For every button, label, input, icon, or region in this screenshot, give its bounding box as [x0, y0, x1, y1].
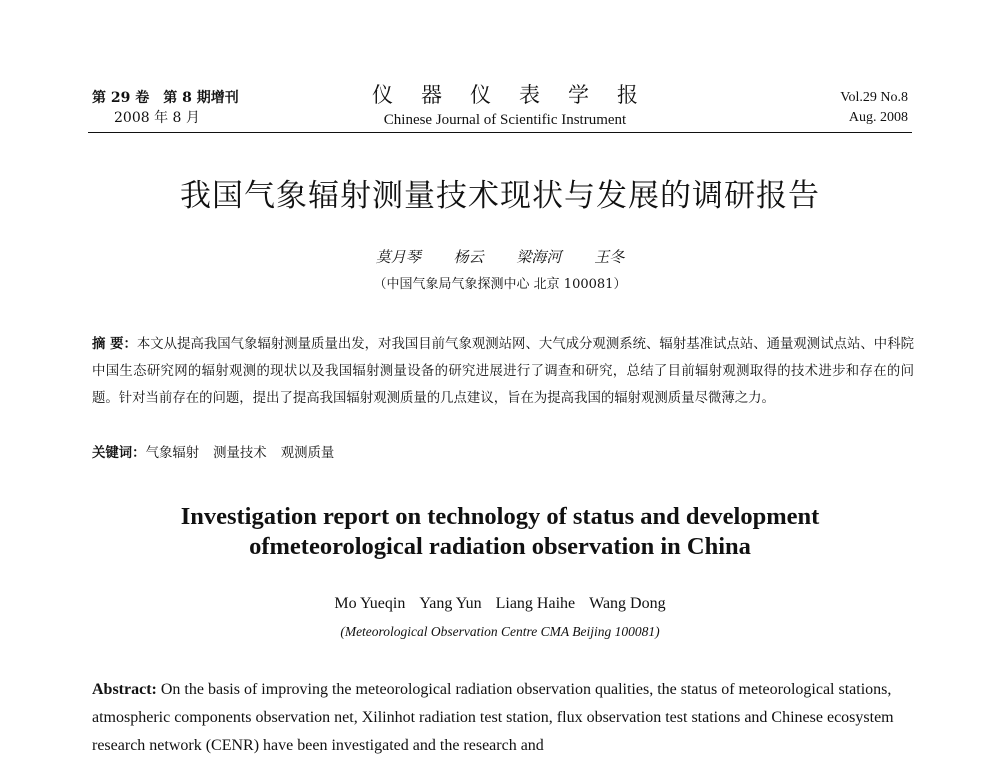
journal-name [330, 82, 680, 131]
journal-name-en: Chinese Journal of Scientific Instrument [383, 112, 627, 128]
date-en: Aug. 2008 [848, 110, 908, 125]
author-cn: 王冬 [594, 248, 625, 266]
paper-title-en [0, 502, 1000, 562]
issue-info-en [840, 88, 908, 128]
author-list-cn [0, 246, 1000, 267]
author-cn: 莫月琴 [375, 248, 421, 266]
keyword-cn: 测量技术 [213, 446, 267, 461]
keyword-cn: 观测质量 [280, 446, 335, 461]
author-en: Yang Yun [419, 595, 482, 612]
keyword-cn: 气象辐射 [145, 446, 200, 461]
affiliation-cn: （中国气象局气象探测中心 北京 100081） [373, 277, 627, 292]
affiliation-en: (Meteorological Observation Centre CMA Beijing 100081) [340, 624, 660, 639]
paper-title-en-line2: ofmeteorological radiation observation in China [249, 533, 751, 560]
abstract-cn [92, 331, 914, 412]
abstract-text-en: On the basis of improving the meteorological radiation observation qualities, the status of meteorological stations, atmospheric components observation net, Xilinhot radiation test station, flux observation test stations and Chinese ecosystem research network (CENR) have been investigated and the research and [92, 681, 894, 754]
author-list-en [0, 595, 1000, 613]
author-en: Liang Haihe [495, 595, 576, 612]
abstract-label-cn: 摘 要： [92, 336, 137, 352]
abstract-text-cn: 本文从提高我国气象辐射测量质量出发，对我国目前气象观测站网、大气成分观测系统、辐射基准试点站、通量观测试点站、中科院中国生态研究网的辐射观测的现状以及我国辐射测量设备的研究进展进行了调查和研究，总结了目前辐射观测取得的技术进步和存在的问题。针对当前存在的问题，提出了提高我国辐射观测质量的几点建议，旨在为提高我国的辐射观测质量尽微薄之力。 [92, 337, 914, 406]
paper-title-en-line1: Investigation report on technology of status and development [180, 503, 820, 530]
keywords-cn [92, 442, 348, 465]
author-en: Wang Dong [589, 595, 666, 612]
keywords-label-cn: 关键词： [92, 445, 146, 461]
abstract-en [92, 676, 914, 760]
abstract-label-en: Abstract: [92, 681, 157, 698]
header-divider [88, 132, 912, 133]
author-en: Mo Yueqin [334, 595, 406, 612]
issue-info-cn [92, 88, 239, 128]
journal-name-cn: 仪器仪表学报 [372, 83, 666, 107]
date-cn: 2008 年 8 月 [114, 110, 200, 126]
paper-title-cn: 我国气象辐射测量技术现状与发展的调研报告 [180, 178, 820, 214]
author-cn: 杨云 [453, 248, 484, 266]
volume-en: Vol.29 No.8 [840, 90, 908, 105]
volume-cn: 第 29 卷 第 8 期增刊 [92, 90, 239, 106]
author-cn: 梁海河 [516, 248, 562, 266]
